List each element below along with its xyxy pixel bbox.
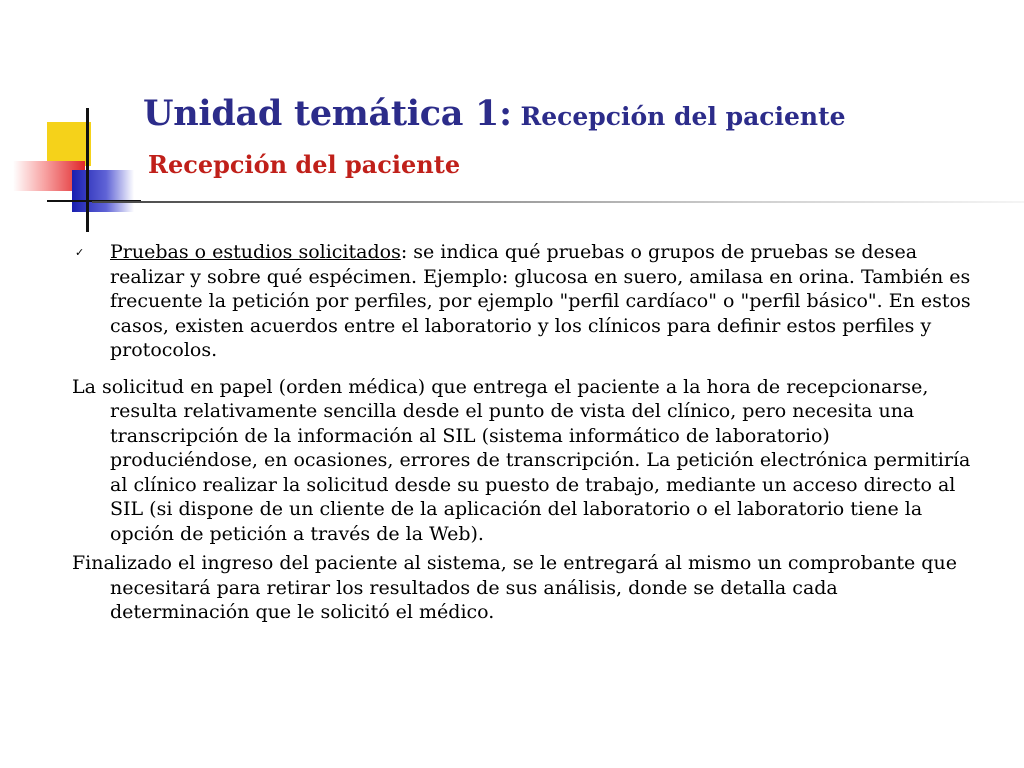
bullet-item — [72, 240, 977, 363]
vertical-line — [86, 108, 89, 232]
blue-gradient-block — [72, 170, 134, 212]
slide-title — [143, 93, 846, 134]
title-suffix: Recepción del paciente — [511, 102, 846, 131]
slide-body — [72, 240, 977, 630]
bullet-lead: Pruebas o estudios solicitados — [110, 241, 401, 263]
decorative-block-graphic — [0, 0, 140, 240]
paragraph-finalizado: Finalizado el ingreso del paciente al sistema, se le entregará al mismo un comprobante que necesitará para retirar los resultados de sus análisis, donde se detalla cada determinación que le solicitó el médico. — [72, 552, 957, 623]
paragraph-solicitud: La solicitud en papel (orden médica) que entrega el paciente a la hora de recepcionarse, resulta relativamente sencilla desde el punto de vista del clínico, pero necesita una transcripción de la información al SIL (sistema informático de laboratorio) produciéndose, en ocasiones, errores de transcripción. La petición electrónica permitiría al clínico realizar la solicitud desde su puesto de trabajo, mediante un acceso directo al SIL (si dispone de un cliente de la aplicación del laboratorio o el laboratorio tiene la opción de petición a través de la Web). — [72, 375, 971, 545]
title-main: Unidad temática 1: — [143, 93, 512, 134]
yellow-square — [47, 122, 91, 166]
bullet-text: : se indica qué pruebas o grupos de pruebas se desea realizar y sobre qué espécimen. Ejemplo: glucosa en suero, amilasa en orina. También es frecuente la petición por perfiles, por ejemplo "perfil cardíaco" o "perfil básico". En estos casos, existen acuerdos entre el laboratorio y los clínicos para definir estos perfiles y protocolos. — [110, 241, 971, 361]
slide-subtitle: Recepción del paciente — [148, 150, 461, 179]
checkmark-icon: ✓ — [75, 246, 85, 259]
title-divider — [92, 201, 1024, 203]
